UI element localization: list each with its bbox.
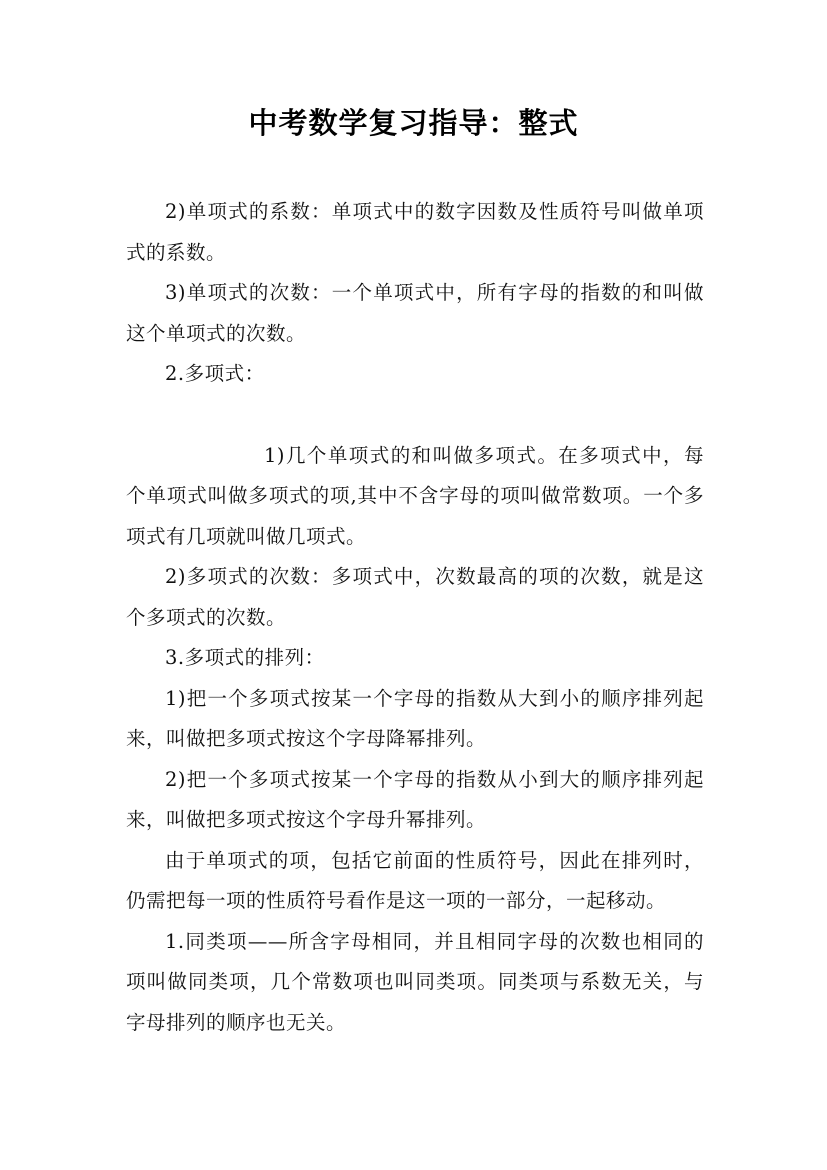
paragraph-monomial-coefficient: 2)单项式的系数：单项式中的数字因数及性质符号叫做单项式的系数。 <box>126 200 704 264</box>
blank-line <box>126 395 704 436</box>
paragraph-polynomial-definition: 1)几个单项式的和叫做多项式。在多项式中，每个单项式叫做多项式的项,其中不含字母的项叫做常数项。一个多项式有几项就叫做几项式。 <box>126 443 704 548</box>
paragraph-ascending-order: 2)把一个多项式按某一个字母的指数从小到大的顺序排列起来，叫做把多项式按这个字母升幂排列。 <box>126 767 704 831</box>
document-body <box>126 192 704 1043</box>
document-title: 中考数学复习指导：整式 <box>248 106 579 140</box>
paragraph-monomial-degree: 3)单项式的次数：一个单项式中，所有字母的指数的和叫做这个单项式的次数。 <box>126 281 704 345</box>
paragraph-like-terms: 1.同类项——所含字母相同，并且相同字母的次数也相同的项叫做同类项，几个常数项也叫同类项。同类项与系数无关，与字母排列的顺序也无关。 <box>126 929 704 1034</box>
paragraph-sign-note: 由于单项式的项，包括它前面的性质符号，因此在排列时，仍需把每一项的性质符号看作是这一项的一部分，一起移动。 <box>126 848 704 912</box>
paragraph-descending-order: 1)把一个多项式按某一个字母的指数从大到小的顺序排列起来，叫做把多项式按这个字母降幂排列。 <box>126 686 704 750</box>
paragraph-polynomial-degree: 2)多项式的次数：多项式中，次数最高的项的次数，就是这个多项式的次数。 <box>126 565 704 629</box>
heading-polynomial-arrangement: 3.多项式的排列： <box>165 646 325 669</box>
heading-polynomial: 2.多项式： <box>165 362 265 385</box>
